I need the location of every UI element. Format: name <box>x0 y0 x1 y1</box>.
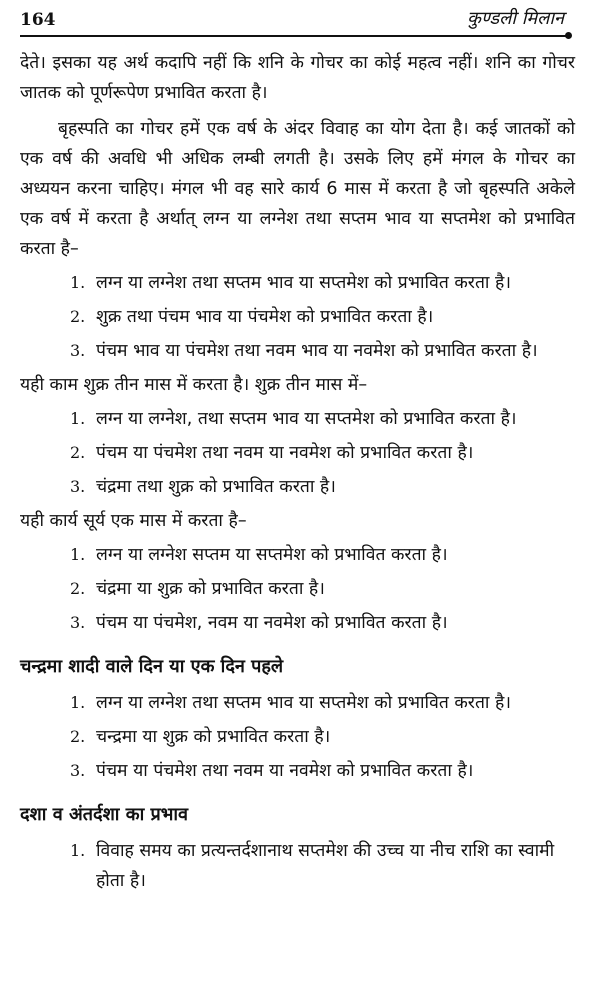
paragraph-continuation: देते। इसका यह अर्थ कदापि नहीं कि शनि के गोचर का कोई महत्व नहीं। शनि का गोचर जातक को पूर्णरूपेण प्रभावित करता है। <box>20 53 575 103</box>
list-number: 3. <box>70 341 86 360</box>
list-number: 3. <box>70 613 86 632</box>
page-header <box>20 4 572 34</box>
list-item-text: शुक्र तथा पंचम भाव या पंचमेश को प्रभावित करता है। <box>96 307 434 327</box>
list-item-text: लग्न या लग्नेश सप्तम या सप्तमेश को प्रभावित करता है। <box>96 545 448 565</box>
rule-end-dot-icon <box>565 32 572 39</box>
header-rule-divider <box>20 35 568 37</box>
list-number: 2. <box>70 443 86 462</box>
mars-effects-list <box>20 268 575 366</box>
list-item-text: लग्न या लग्नेश तथा सप्तम भाव या सप्तमेश को प्रभावित करता है। <box>96 273 511 293</box>
list-number: 3. <box>70 477 86 496</box>
section-heading-dasha: दशा व अंतर्दशा का प्रभाव <box>20 804 189 825</box>
list-number: 1. <box>70 545 86 564</box>
list-item-text: चंद्रमा या शुक्र को प्रभावित करता है। <box>96 579 325 599</box>
list-item-text: पंचम या पंचमेश तथा नवम या नवमेश को प्रभावित करता है। <box>96 761 474 781</box>
list-number: 1. <box>70 273 86 292</box>
list-item <box>20 722 575 752</box>
list-item-text: लग्न या लग्नेश, तथा सप्तम भाव या सप्तमेश को प्रभावित करता है। <box>96 409 517 429</box>
list-item <box>20 608 575 638</box>
list-item-text: चंद्रमा तथा शुक्र को प्रभावित करता है। <box>96 477 336 497</box>
list-item <box>20 268 575 298</box>
list-item-text: लग्न या लग्नेश तथा सप्तम भाव या सप्तमेश को प्रभावित करता है। <box>96 693 511 713</box>
list-number: 2. <box>70 579 86 598</box>
list-item <box>20 438 575 468</box>
list-number: 2. <box>70 727 86 746</box>
list-item-text: पंचम भाव या पंचमेश तथा नवम भाव या नवमेश को प्रभावित करता है। <box>96 341 538 361</box>
list-item <box>20 404 575 434</box>
venus-lead-line: यही काम शुक्र तीन मास में करता है। शुक्र तीन मास में– <box>20 375 368 395</box>
sun-effects-list <box>20 540 575 638</box>
moon-effects-list <box>20 688 575 786</box>
paragraph-jupiter-mars: बृहस्पति का गोचर हमें एक वर्ष के अंदर विवाह का योग देता है। कई जातकों को एक वर्ष की अवधि भी अधिक लम्बी लगती है। उसके लिए हमें मंगल के गोचर का अध्ययन करना चाहिए। मंगल भी वह सारे कार्य 6 मास में करता है जो बृहस्पति अकेले एक वर्ष में करता है अर्थात् लग्न या लग्नेश तथा सप्तम भाव या सप्तमेश को प्रभावित करता है– <box>20 119 575 259</box>
sun-lead-line: यही कार्य सूर्य एक मास में करता है– <box>20 511 247 531</box>
list-item <box>20 756 575 786</box>
list-item <box>20 836 575 896</box>
list-item-text: पंचम या पंचमेश, नवम या नवमेश को प्रभावित करता है। <box>96 613 448 633</box>
page-content <box>20 48 575 900</box>
list-item <box>20 302 575 332</box>
list-number: 1. <box>70 841 86 860</box>
list-item <box>20 688 575 718</box>
page-number: 164 <box>20 10 56 30</box>
list-item-text: पंचम या पंचमेश तथा नवम या नवमेश को प्रभावित करता है। <box>96 443 474 463</box>
list-item-text: चन्द्रमा या शुक्र को प्रभावित करता है। <box>96 727 331 747</box>
list-number: 1. <box>70 693 86 712</box>
section-heading-moon: चन्द्रमा शादी वाले दिन या एक दिन पहले <box>20 656 284 677</box>
list-number: 3. <box>70 761 86 780</box>
list-item <box>20 336 575 366</box>
list-item-text: विवाह समय का प्रत्यन्तर्दशानाथ सप्तमेश की उच्च या नीच राशि का स्वामी होता है। <box>96 841 555 891</box>
list-item <box>20 472 575 502</box>
running-title: कुण्डली मिलान <box>467 8 564 29</box>
list-item <box>20 540 575 570</box>
venus-effects-list <box>20 404 575 502</box>
dasha-effects-list <box>20 836 575 896</box>
list-number: 2. <box>70 307 86 326</box>
list-item <box>20 574 575 604</box>
list-number: 1. <box>70 409 86 428</box>
